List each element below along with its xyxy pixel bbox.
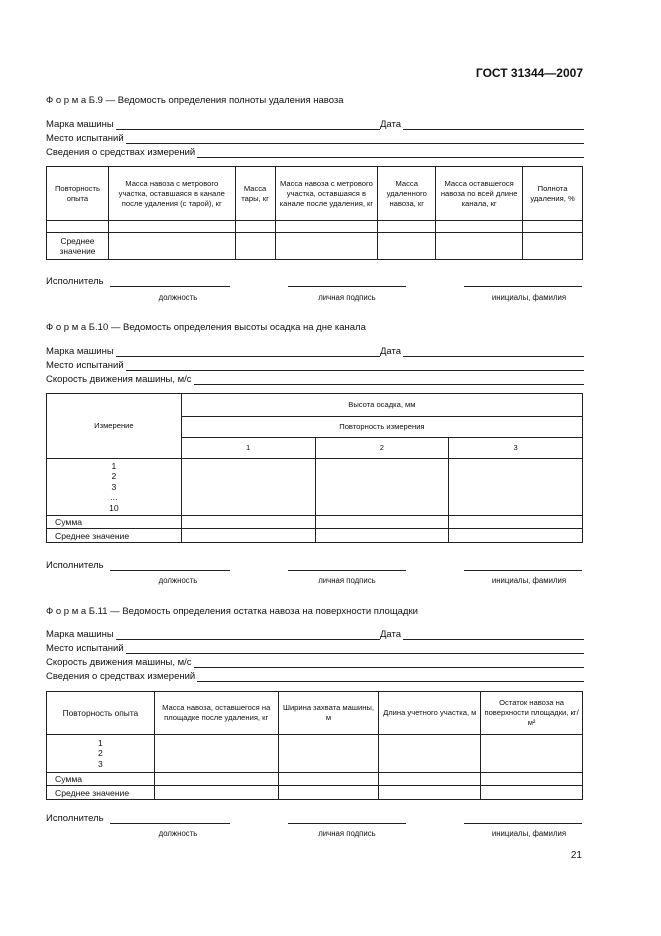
form10-title: Ф о р м а Б.10 — Ведомость определения высоты осадка на дне канала [46,322,366,333]
form10-performer-label: Исполнитель [46,560,104,571]
form9-table [46,166,583,260]
average-label: Среднее значение [47,233,109,260]
row-number: 3 [111,481,117,492]
form9-title: Ф о р м а Б.9 — Ведомость определения полноты удаления навоза [46,95,344,106]
column-header: Масса навоза с метрового участка, оставшаяся в канале после удаления, кг [275,167,378,221]
form10-table [46,393,583,543]
form11-speed-field[interactable]: Скорость движения машины, м/с [46,657,584,668]
form9-name-line[interactable] [464,286,582,287]
column-header: Масса удаленного навоза, кг [378,167,436,221]
form10-position-line[interactable] [110,570,230,571]
table-header-row [47,692,583,735]
form11-machine-field[interactable]: Марка машины [46,629,380,640]
form10-date-field[interactable]: Дата [380,346,584,357]
column-header: Масса навоза, оставшегося на площадке после удаления, кг [154,692,278,735]
table-row [47,773,583,786]
row-number: 10 [109,502,119,513]
form9-machine-field[interactable]: Марка машины [46,119,380,130]
repeat-header: 3 [449,438,583,459]
form11-date-field[interactable]: Дата [380,629,584,640]
table-row [47,459,583,516]
row-number: ... [110,492,118,502]
sum-label: Сумма [47,516,182,529]
form11-title: Ф о р м а Б.11 — Ведомость определения остатка навоза на поверхности площадки [46,606,418,617]
column-header: Повторность измерения [181,417,582,438]
signature-caption: личная подпись [318,293,376,302]
repeat-header: 1 [181,438,315,459]
form10-signature-line[interactable] [288,570,406,571]
form10-speed-field[interactable]: Скорость движения машины, м/с [46,374,584,385]
table-header-row [47,167,583,221]
form11-instruments-field[interactable]: Сведения о средствах измерений [46,671,584,682]
average-label: Среднее значение [47,786,155,800]
form10-machine-field[interactable]: Марка машины [46,346,380,357]
name-caption: инициалы, фамилия [491,576,567,585]
page-number: 21 [570,850,582,861]
column-header: Масса навоза с метрового участка, оставшаяся в канале после удаления (с тарой), кг [108,167,235,221]
row-number: 2 [111,471,117,481]
repeat-header: 2 [315,438,449,459]
position-caption: должность [158,829,198,838]
table-row [47,233,583,260]
form11-signature-line[interactable] [288,823,406,824]
table-row [47,221,583,233]
name-caption: инициалы, фамилия [491,829,567,838]
table-row [47,516,583,529]
table-row [47,735,583,773]
form11-performer-label: Исполнитель [46,813,104,824]
name-caption: инициалы, фамилия [491,293,567,302]
sum-label: Сумма [47,773,155,786]
position-caption: должность [158,576,198,585]
column-header: Остаток навоза на поверхности площадки, кг/м² [481,692,583,735]
form11-name-line[interactable] [464,823,582,824]
column-header: Масса оставшегося навоза по всей длине канала, кг [436,167,523,221]
column-header: Измерение [47,394,182,459]
form9-signature-line[interactable] [288,286,406,287]
row-number: 2 [98,748,103,758]
row-number: 3 [98,758,103,769]
column-header: Ширина захвата машины, м [278,692,379,735]
standard-number: ГОСТ 31344—2007 [475,66,583,80]
table-row [47,786,583,800]
column-header: Повторность опыта [47,692,155,735]
form10-name-line[interactable] [464,570,582,571]
form9-instruments-field[interactable]: Сведения о средствах измерений [46,147,584,158]
form11-place-field[interactable]: Место испытаний [46,643,584,654]
column-header: Высота осадка, мм [181,394,582,417]
form9-date-field[interactable]: Дата [380,119,584,130]
form10-place-field[interactable]: Место испытаний [46,360,584,371]
row-number: 1 [98,737,103,748]
column-header: Масса тары, кг [235,167,275,221]
form9-position-line[interactable] [110,286,230,287]
form9-place-field[interactable]: Место испытаний [46,133,584,144]
signature-caption: личная подпись [318,576,376,585]
position-caption: должность [158,293,198,302]
signature-caption: личная подпись [318,829,376,838]
table-row [47,529,583,543]
average-label: Среднее значение [47,529,182,543]
column-header: Полнота удаления, % [523,167,583,221]
form11-table [46,691,583,800]
form11-position-line[interactable] [110,823,230,824]
row-number: 1 [111,460,117,471]
column-header: Повторность опыта [47,167,109,221]
form9-performer-label: Исполнитель [46,276,104,287]
column-header: Длина учетного участка, м [379,692,481,735]
